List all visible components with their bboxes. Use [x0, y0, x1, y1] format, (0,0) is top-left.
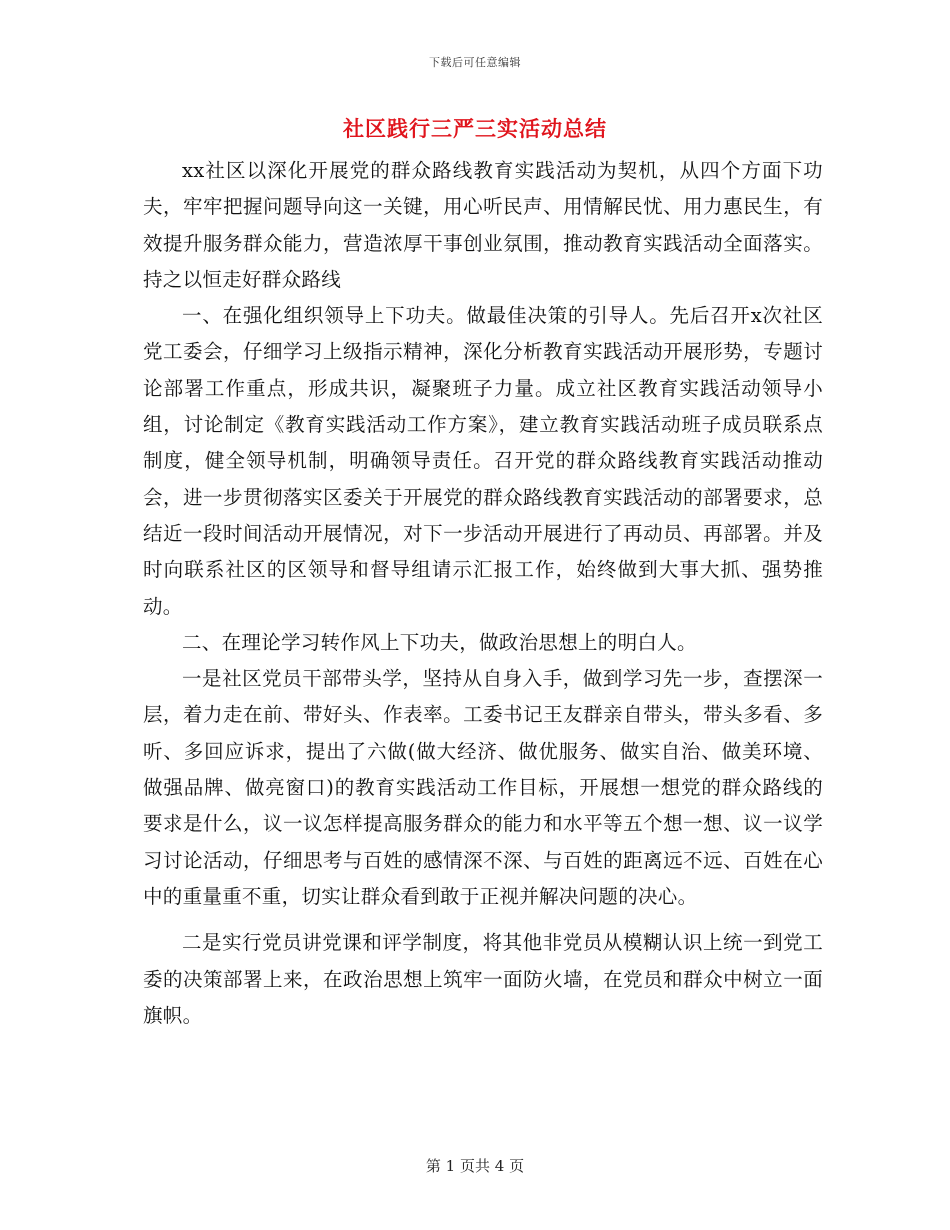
paragraph-section-one: 一、在强化组织领导上下功夫。做最佳决策的引导人。先后召开x次社区党工委会，仔细学习上级指示精神，深化分析教育实践活动开展形势，专题讨论部署工作重点，形成共识，凝聚班子力量。成立社区教育实践活动领导小组，讨论制定《教育实践活动工作方案》，建立教育实践活动班子成员联系点制度，健全领导机制，明确领导责任。召开党的群众路线教育实践活动推动会，进一步贯彻落实区委关于开展党的群众路线教育实践活动的部署要求，总结近一段时间活动开展情况，对下一步活动开展进行了再动员、再部署。并及时向联系社区的区领导和督导组请示汇报工作，始终做到大事大抓、强势推动。: [143, 304, 823, 618]
header-note: 下载后可任意编辑: [429, 56, 521, 69]
paragraph-point-one: 一是社区党员干部带头学，坚持从自身入手，做到学习先一步，查摆深一层，着力走在前、带好头、作表率。工委书记王友群亲自带头，带头多看、多听、多回应诉求，提出了六做(做大经济、做优服务、做实自治、做美环境、做强品牌、做亮窗口)的教育实践活动工作目标，开展想一想党的群众路线的要求是什么，议一议怎样提高服务群众的能力和水平等五个想一想、议一议学习讨论活动，仔细思考与百姓的感情深不深、与百姓的距离远不远、百姓在心中的重量重不重，切实让群众看到敢于正视并解决问题的决心。: [143, 667, 823, 908]
paragraph-point-two: 二是实行党员讲党课和评学制度，将其他非党员从模糊认识上统一到党工委的决策部署上来，在政治思想上筑牢一面防火墙，在党员和群众中树立一面旗帜。: [143, 931, 823, 1027]
document-body: [143, 153, 823, 1034]
page-number: 第 1 页共 4 页: [425, 1157, 525, 1175]
paragraph-intro: xx社区以深化开展党的群众路线教育实践活动为契机，从四个方面下功夫，牢牢把握问题导向这一关键，用心听民声、用情解民忧、用力惠民生，有效提升服务群众能力，营造浓厚干事创业氛围，推动教育实践活动全面落实。持之以恒走好群众路线: [143, 159, 823, 291]
document-title: 社区践行三严三实活动总结: [343, 116, 607, 141]
paragraph-section-two-heading: 二、在理论学习转作风上下功夫，做政治思想上的明白人。: [182, 630, 697, 654]
